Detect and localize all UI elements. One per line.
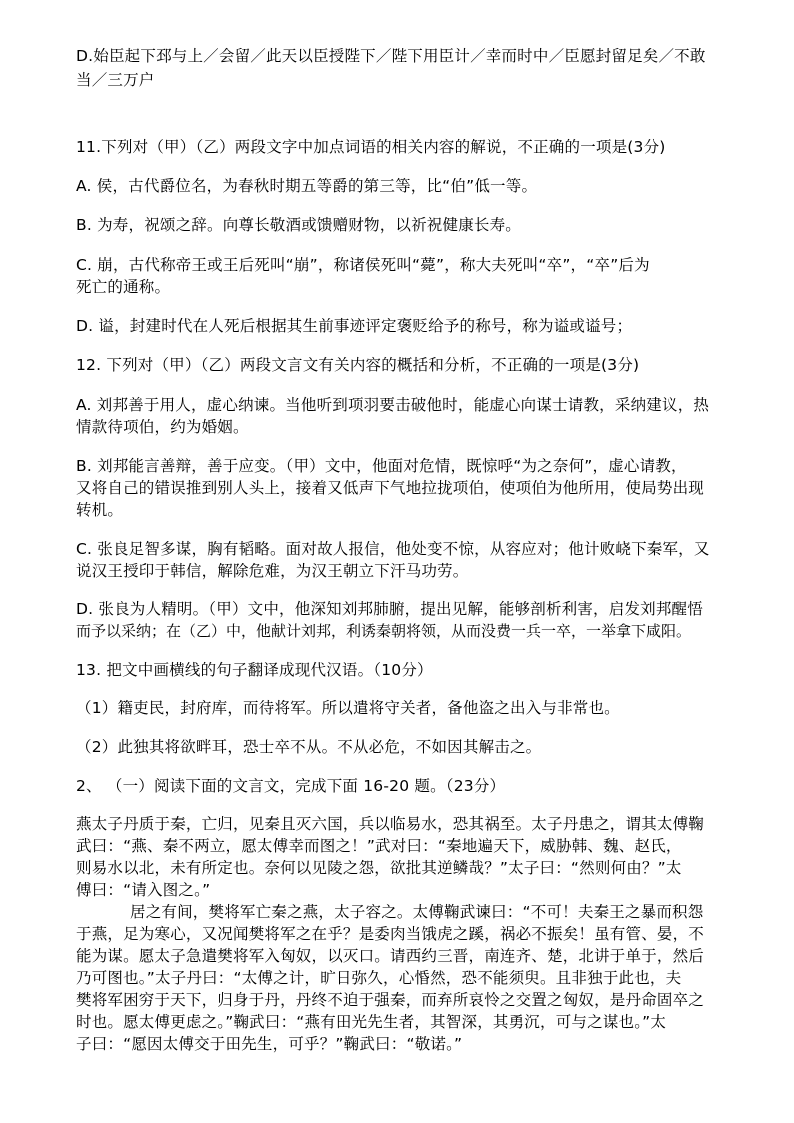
q12-option-b-line-3: 转机。 bbox=[76, 501, 124, 519]
q11-option-c-line-2: 死亡的通称。 bbox=[76, 278, 171, 296]
q11-option-d: D. 谥，封建时代在人死后根据其生前事迹评定褒贬给予的称号，称为谥或谥号； bbox=[76, 317, 633, 335]
section-2-heading: 2、 （一）阅读下面的文言文，完成下面 16-20 题。（23分） bbox=[76, 777, 506, 795]
q12-option-c-line-1: C. 张良足智多谋，胸有韬略。面对故人报信，他处变不惊，从容应对；他计败峣下秦军，又 bbox=[76, 540, 710, 558]
q12-option-a-line-2: 情款待项伯，约为婚姻。 bbox=[76, 418, 249, 436]
q10-option-d-line-2: 当／三万户 bbox=[76, 71, 155, 89]
q12-stem: 12. 下列对（甲）（乙）两段文言文有关内容的概括和分析，不正确的一项是(3分) bbox=[76, 356, 640, 374]
passage-p2-line-5: 樊将军困穷于天下，归身于丹，丹终不迫于强秦，而弃所哀怜之交置之匈奴，是丹命固卒之 bbox=[76, 991, 705, 1009]
q11-option-c-line-1: C. 崩，古代称帝王或王后死叫“崩”，称诸侯死叫“薨”，称大夫死叫“卒”，“卒”后为 bbox=[76, 256, 650, 274]
passage-p2-line-4: 乃可图也。”太子丹曰：“太傅之计，旷日弥久，心惛然，恐不能须臾。且非独于此也，夫 bbox=[76, 969, 682, 987]
passage-p1-line-2: 武曰：“燕、秦不两立，愿太傅幸而图之！”武对曰：“秦地遍天下，威胁韩、魏、赵氏， bbox=[76, 837, 682, 855]
passage-p2-line-3: 能为谋。愿太子急遣樊将军入匈奴，以灭口。请西约三晋，南连齐、楚，北讲于单于，然后 bbox=[76, 947, 705, 965]
q12-option-b-line-1: B. 刘邦能言善辩，善于应变。（甲）文中，他面对危情，既惊呼“为之奈何”，虚心请教， bbox=[76, 457, 687, 475]
passage-p2-line-1: 居之有间，樊将军亡秦之燕，太子容之。太傅鞠武谏曰：“不可！夫秦王之暴而积怨 bbox=[130, 903, 704, 921]
q12-option-c-line-2: 说汉王授印于韩信，解除危难，为汉王朝立下汗马功劳。 bbox=[76, 562, 469, 580]
passage-p1-line-1: 燕太子丹质于秦，亡归，见秦且灭六国，兵以临易水，恐其祸至。太子丹患之，谓其太傅鞠 bbox=[76, 815, 705, 833]
passage-p2-line-2: 于燕，足为寒心，又况闻樊将军之在乎？是委肉当饿虎之蹊，祸必不振矣！虽有管、晏，不 bbox=[76, 925, 705, 943]
q11-stem: 11.下列对（甲）（乙）两段文字中加点词语的相关内容的解说，不正确的一项是(3分) bbox=[76, 138, 666, 156]
q10-option-d-line-1: D.始臣起下邳与上／会留／此天以臣授陛下／陛下用臣计／幸而时中／臣愿封留足矣／不敢 bbox=[76, 47, 706, 65]
q12-option-a-line-1: A. 刘邦善于用人，虚心纳谏。当他听到项羽要击破他时，能虚心向谋士请教，采纳建议，热 bbox=[76, 396, 710, 414]
q12-option-d-line-1: D. 张良为人精明。（甲）文中，他深知刘邦肺腑，提出见解，能够剖析利害，启发刘邦醒悟 bbox=[76, 600, 703, 618]
passage-p2-line-6: 时也。愿太傅更虑之。”鞠武曰：“燕有田光先生者，其智深，其勇沉，可与之谋也。”太 bbox=[76, 1013, 667, 1031]
passage-p2-line-7: 子曰：“愿因太傅交于田先生，可乎？”鞠武曰：“敬诺。” bbox=[76, 1035, 463, 1053]
q12-option-d-line-2: 而予以采纳；在（乙）中，他献计刘邦，利诱秦朝将领，从而没费一兵一卒，一举拿下咸阳。 bbox=[76, 622, 692, 640]
q13-sub-2: （2）此独其将欲畔耳，恐士卒不从。不从必危，不如因其解击之。 bbox=[76, 738, 542, 756]
passage-p1-line-3: 则易水以北，未有所定也。奈何以见陵之怨，欲批其逆鳞哉？”太子曰：“然则何由？”太 bbox=[76, 859, 682, 877]
q11-option-a: A. 侯，古代爵位名，为春秋时期五等爵的第三等，比“伯”低一等。 bbox=[76, 177, 538, 195]
passage-p1-line-4: 傅曰：“请入图之。” bbox=[76, 881, 211, 899]
q11-option-b: B. 为寿，祝颂之辞。向尊长敬酒或馈赠财物，以祈祝健康长寿。 bbox=[76, 216, 521, 234]
q13-sub-1: （1）籍吏民，封府库，而待将军。所以遣将守关者，备他盗之出入与非常也。 bbox=[76, 699, 620, 717]
q12-option-b-line-2: 又将自己的错误推到别人头上，接着又低声下气地拉拢项伯，使项伯为他所用，使局势出现 bbox=[76, 479, 705, 497]
q13-stem: 13. 把文中画横线的句子翻译成现代汉语。（10分） bbox=[76, 661, 433, 679]
